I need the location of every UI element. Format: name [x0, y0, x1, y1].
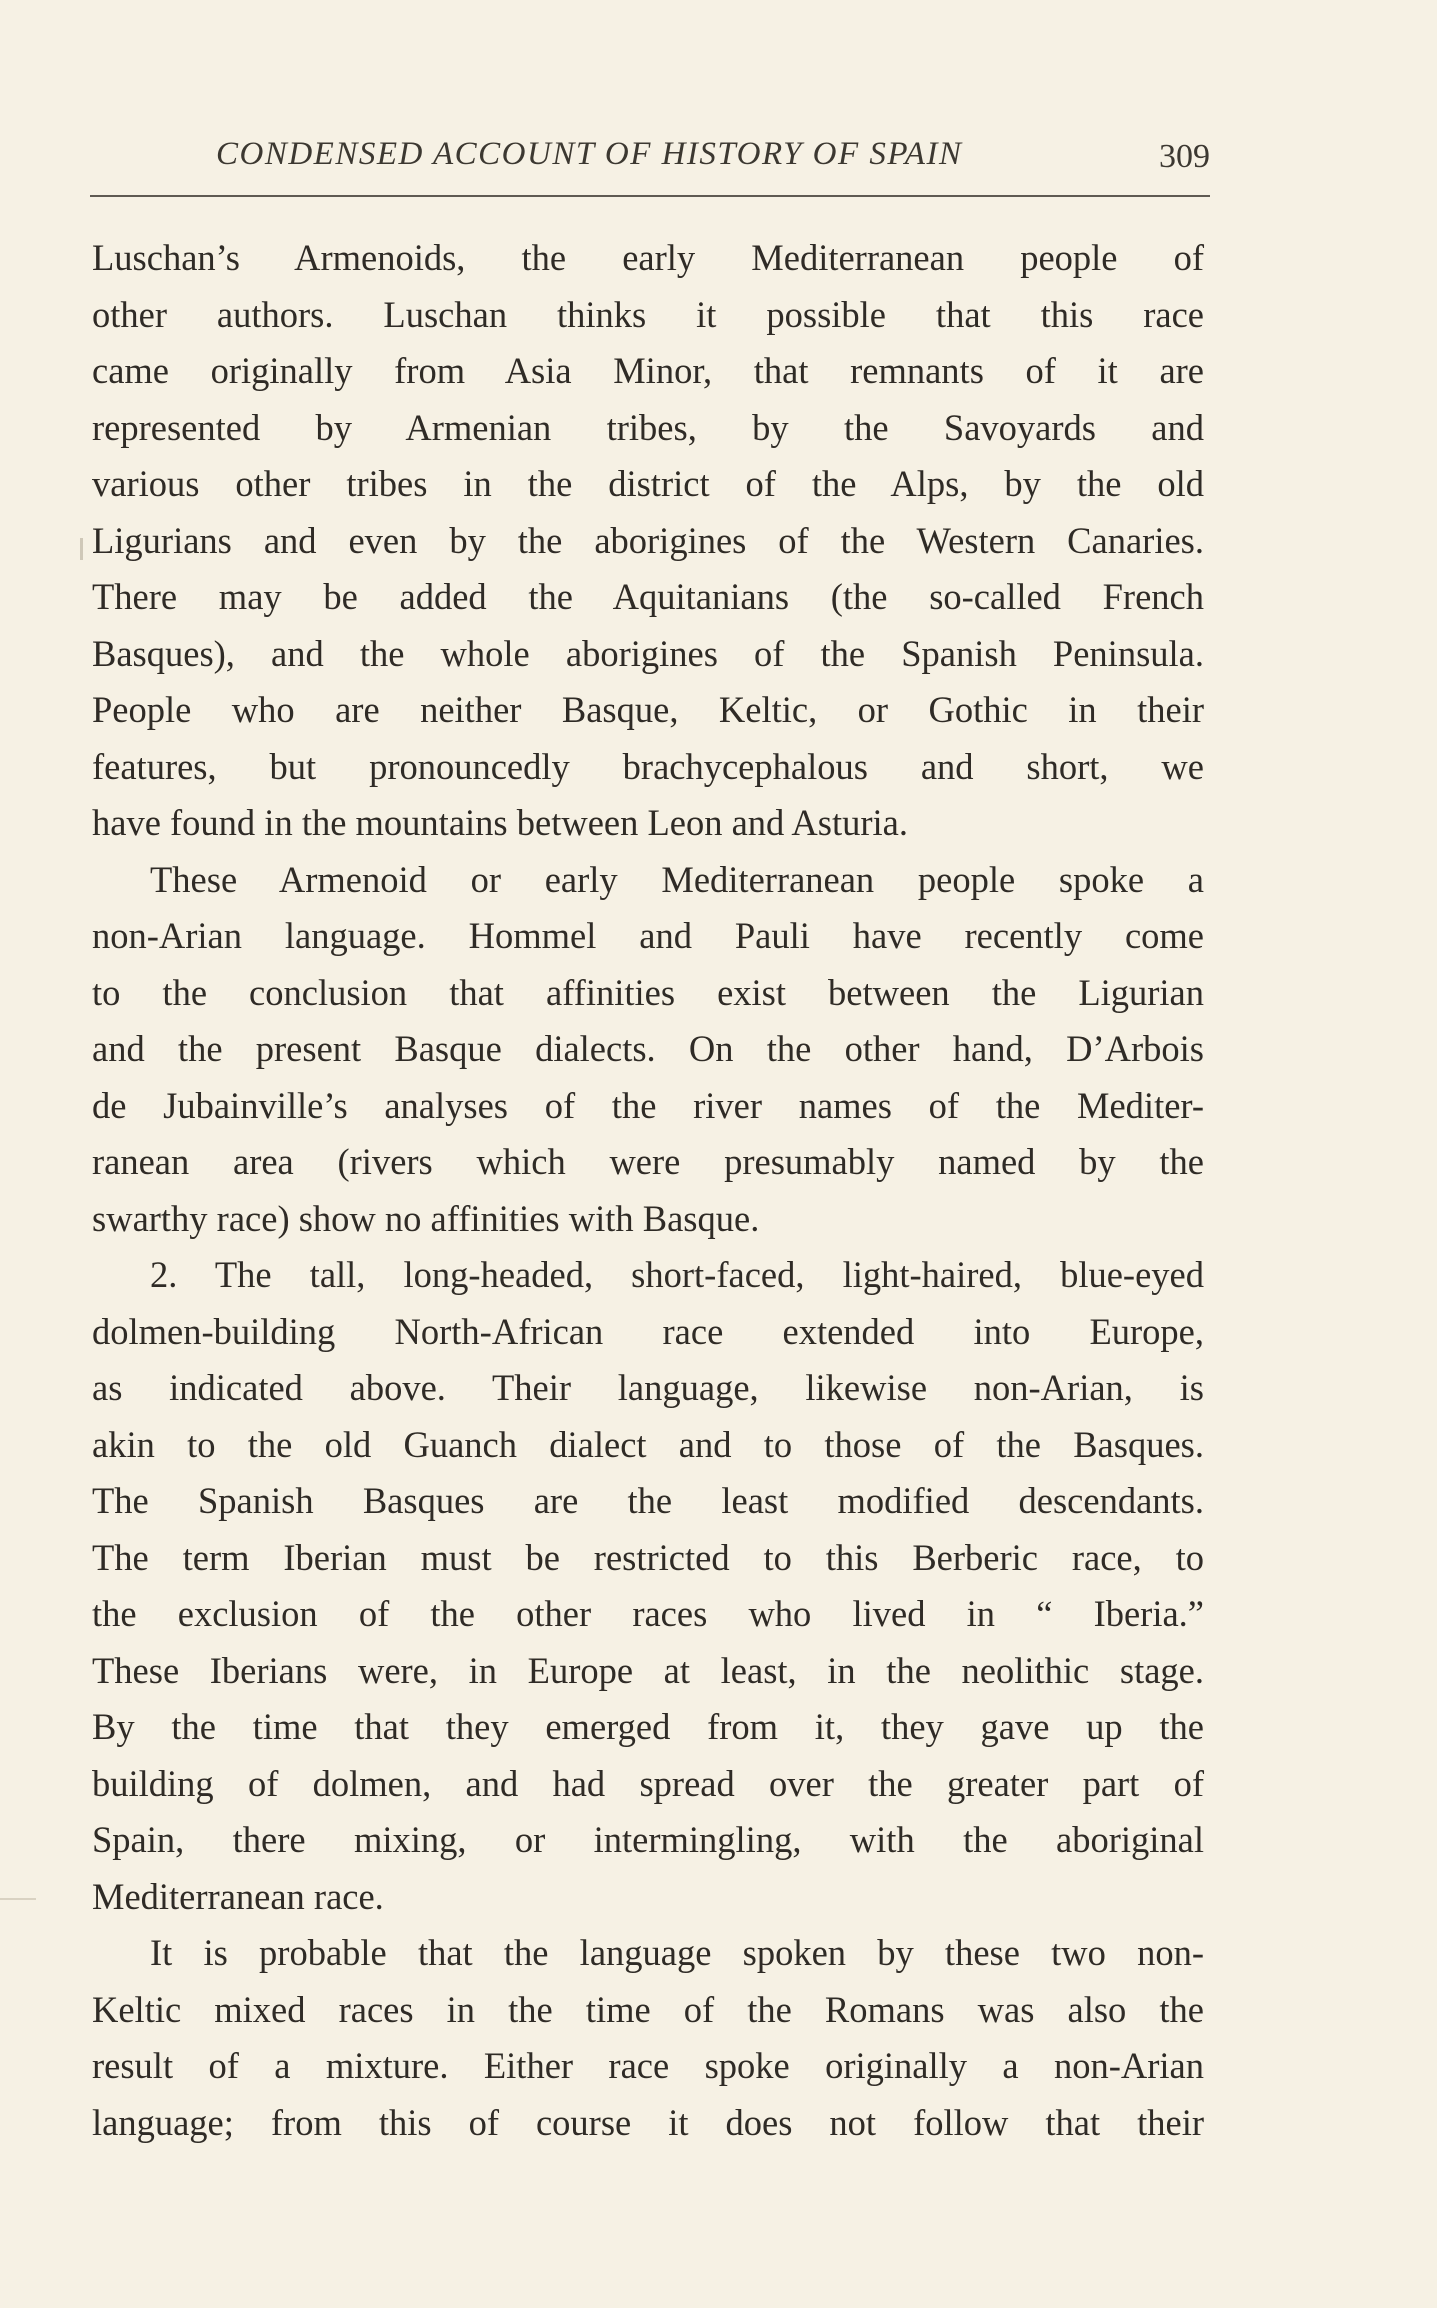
text-line: Ligurians and even by the aborigines of the Western Canaries. [92, 519, 1204, 561]
text-line: These Armenoid or early Mediterranean people spoke a [150, 858, 1204, 900]
text-line: These Iberians were, in Europe at least, in the neolithic stage. [92, 1649, 1204, 1691]
text-line: other authors. Luschan thinks it possible that this race [92, 293, 1204, 335]
text-line: The Spanish Basques are the least modified descendants. [92, 1480, 1204, 1521]
paragraph [92, 230, 1204, 852]
text-line: building of dolmen, and had spread over the greater part of [92, 1762, 1204, 1804]
text-line: result of a mixture. Either race spoke originally a non-Arian [92, 2045, 1204, 2086]
text-line: It is probable that the language spoken by these two non- [150, 1932, 1204, 1973]
text-line: Spain, there mixing, or intermingling, with the aboriginal [92, 1819, 1204, 1860]
page-number: 309 [1159, 138, 1210, 175]
text-line: ranean area (rivers which were presumably named by the [92, 1141, 1204, 1182]
text-line: dolmen-building North-African race extended into Europe, [92, 1310, 1204, 1352]
text-line: Mediterranean race. [92, 1875, 384, 1917]
text-line: features, but pronouncedly brachycephalous and short, we [92, 745, 1204, 787]
text-line: 2. The tall, long-headed, short-faced, light-haired, blue-eyed [150, 1254, 1204, 1295]
paragraph [92, 852, 1204, 1248]
paragraph [92, 1925, 1204, 2151]
scan-mark [0, 1898, 36, 1900]
text-line: and the present Basque dialects. On the other hand, D’Arbois [92, 1028, 1204, 1069]
text-line: People who are neither Basque, Keltic, or Gothic in their [92, 689, 1204, 730]
text-line: The term Iberian must be restricted to this Berberic race, to [92, 1536, 1204, 1578]
text-line: de Jubainville’s analyses of the river names of the Mediter- [92, 1084, 1204, 1126]
text-line: various other tribes in the district of the Alps, by the old [92, 463, 1204, 504]
text-line: swarthy race) show no affinities with Basque. [92, 1197, 760, 1239]
text-line: By the time that they emerged from it, they gave up the [92, 1706, 1204, 1747]
text-line: as indicated above. Their language, likewise non-Arian, is [92, 1367, 1204, 1408]
text-line: represented by Armenian tribes, by the Savoyards and [92, 406, 1204, 448]
header-rule [90, 195, 1210, 197]
text-line: akin to the old Guanch dialect and to those of the Basques. [92, 1423, 1204, 1465]
text-line: Luschan’s Armenoids, the early Mediterranean people of [92, 237, 1204, 278]
text-line: Basques), and the whole aborigines of the Spanish Peninsula. [92, 632, 1204, 674]
text-line: There may be added the Aquitanians (the so-called French [92, 576, 1204, 617]
text-line: came originally from Asia Minor, that remnants of it are [92, 350, 1204, 391]
running-title: CONDENSED ACCOUNT OF HISTORY OF SPAIN [216, 136, 963, 172]
body-text [92, 230, 1204, 2151]
text-line: non-Arian language. Hommel and Pauli have recently come [92, 915, 1204, 956]
text-line: language; from this of course it does not follow that their [92, 2101, 1204, 2143]
paragraph [92, 1247, 1204, 1925]
text-line: Keltic mixed races in the time of the Romans was also the [92, 1988, 1204, 2030]
text-line: have found in the mountains between Leon and Asturia. [92, 802, 908, 843]
text-line: to the conclusion that affinities exist between the Ligurian [92, 971, 1204, 1013]
scan-mark [80, 538, 83, 560]
running-head [90, 128, 1210, 188]
text-line: the exclusion of the other races who lived in “ Iberia.” [92, 1593, 1204, 1634]
